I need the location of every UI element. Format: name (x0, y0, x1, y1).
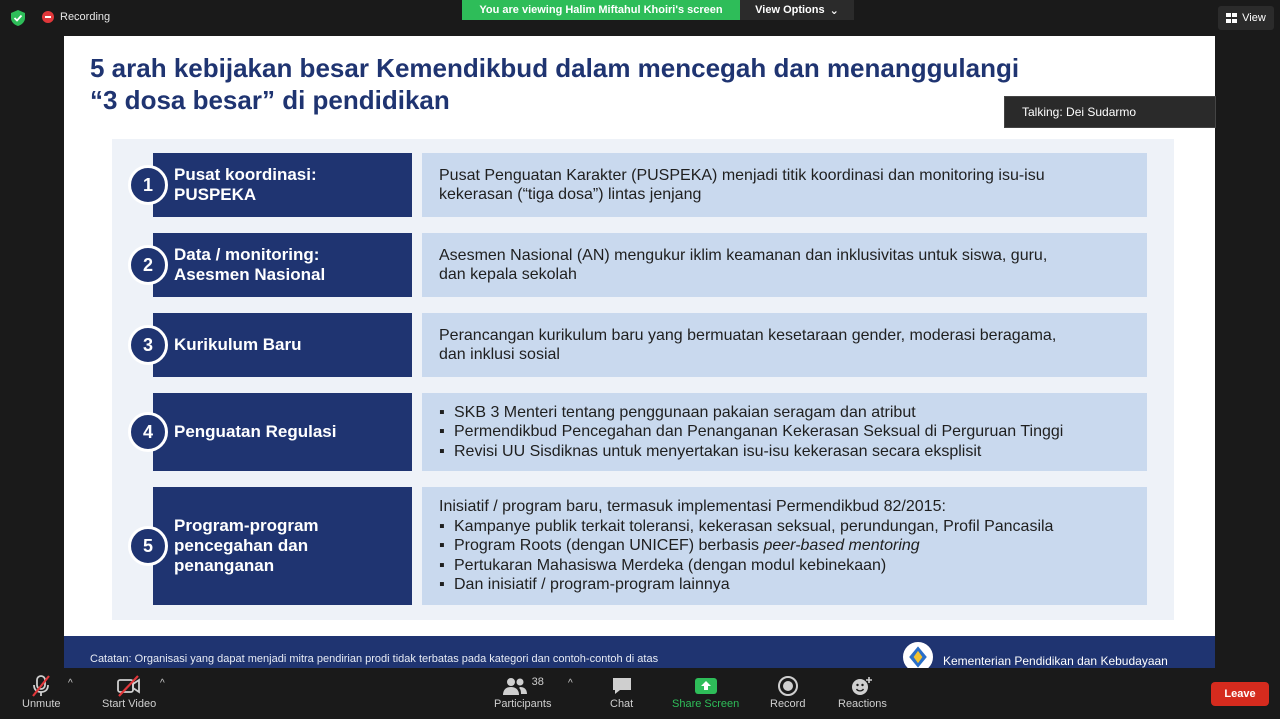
recording-label: Recording (60, 11, 111, 23)
row-label-line: Asesmen Nasional (174, 265, 326, 284)
policy-row-1 (142, 153, 1147, 217)
row-label-line: Data / monitoring: (174, 245, 320, 264)
meeting-top-bar (0, 0, 1280, 36)
row-label-line: PUSPEKA (174, 185, 257, 204)
participants-icon (502, 676, 528, 696)
participants-count: 38 (531, 676, 544, 688)
row-description (422, 153, 1147, 217)
row-label (153, 233, 412, 297)
policy-row-4 (142, 393, 1147, 471)
bullet-item: ▪ Revisi UU Sisdiknas untuk menyertakan isu-isu kekerasan secara eksplisit (439, 442, 1147, 462)
record-icon (777, 675, 799, 697)
active-speaker-indicator: Talking: Dei Sudarmo (1004, 96, 1216, 128)
view-button[interactable] (1218, 6, 1274, 30)
meeting-controls-bar (0, 668, 1280, 719)
row-label-line: Program-program (174, 516, 319, 535)
row-description (422, 313, 1147, 377)
policy-row-2 (142, 233, 1147, 297)
bullet-italic-text: peer-based mentoring (763, 537, 920, 555)
audio-options-chevron-icon[interactable]: ^ (68, 678, 73, 689)
desc-line: dan kepala sekolah (439, 266, 577, 283)
desc-line: Asesmen Nasional (AN) mengukur iklim keamanan dan inklusivitas untuk siswa, guru, (439, 246, 1048, 264)
shared-screen-slide (64, 36, 1215, 668)
chevron-down-icon: ⌄ (829, 4, 839, 17)
reactions-button[interactable] (838, 674, 887, 710)
row-description (422, 487, 1147, 605)
participants-options-chevron-icon[interactable]: ^ (568, 678, 573, 689)
grid-view-icon (1226, 13, 1237, 23)
ministry-logo-icon (901, 640, 935, 668)
row-label (153, 393, 412, 471)
chat-label: Chat (610, 698, 634, 710)
video-camera-off-icon (116, 674, 142, 698)
share-screen-button[interactable] (672, 674, 739, 710)
start-video-button[interactable] (102, 674, 156, 710)
view-options-button[interactable] (740, 0, 854, 20)
record-label: Record (770, 698, 806, 710)
row-label-line: Penguatan Regulasi (174, 422, 337, 441)
microphone-muted-icon (30, 674, 52, 698)
share-screen-icon (694, 676, 718, 696)
unmute-label: Unmute (22, 698, 61, 710)
slide-title (90, 52, 1090, 116)
share-screen-label: Share Screen (672, 698, 740, 710)
row-label (153, 153, 412, 217)
row-number: 2 (128, 245, 168, 285)
view-label: View (1242, 12, 1266, 24)
viewing-banner: You are viewing Halim Miftahul Khoiri's screen (462, 0, 740, 20)
desc-line: kekerasan (“tiga dosa”) lintas jenjang (439, 186, 702, 203)
reactions-label: Reactions (838, 698, 887, 710)
chat-button[interactable] (610, 674, 633, 710)
row-label (153, 487, 412, 605)
participants-label: Participants (494, 698, 552, 710)
row-number: 4 (128, 412, 168, 452)
start-video-label: Start Video (102, 698, 157, 710)
row-number: 3 (128, 325, 168, 365)
recording-indicator (42, 11, 110, 23)
row-number: 1 (128, 165, 168, 205)
bullet-item: ▪ Pertukaran Mahasiswa Merdeka (dengan modul kebinekaan) (439, 556, 1147, 576)
policy-row-3 (142, 313, 1147, 377)
slide-title-line1: 5 arah kebijakan besar Kemendikbud dalam mencegah dan menanggulangi (90, 53, 1020, 83)
row-label (153, 313, 412, 377)
row-label-line: Kurikulum Baru (174, 335, 302, 354)
desc-line: Perancangan kurikulum baru yang bermuatan kesetaraan gender, moderasi beragama, (439, 326, 1057, 344)
bullet-item: ▪ Kampanye publik terkait toleransi, kekerasan seksual, perundungan, Profil Pancasila (439, 517, 1147, 537)
bullet-text: Program Roots (dengan UNICEF) berbasis (454, 537, 764, 555)
slide-title-line2: “3 dosa besar” di pendidikan (90, 85, 450, 115)
desc-line: dan inklusi sosial (439, 346, 560, 363)
security-shield-icon[interactable] (9, 9, 27, 27)
row-description (422, 393, 1147, 471)
record-button[interactable] (770, 674, 805, 710)
desc-line: Pusat Penguatan Karakter (PUSPEKA) menjadi titik koordinasi dan monitoring isu-isu (439, 166, 1045, 184)
footnote: Catatan: Organisasi yang dapat menjadi mitra pendirian prodi tidak terbatas pada kategori dan contoh-contoh di atas (90, 653, 659, 665)
unmute-button[interactable] (22, 674, 61, 710)
row-number: 5 (128, 526, 168, 566)
bullet-item: ▪ Permendikbud Pencegahan dan Penanganan Kekerasan Seksual di Perguruan Tinggi (439, 422, 1147, 442)
smiley-reaction-icon (850, 675, 874, 697)
video-options-chevron-icon[interactable]: ^ (160, 678, 165, 689)
bullet-item: ▪ SKB 3 Menteri tentang penggunaan pakaian seragam dan atribut (439, 403, 1147, 423)
bullet-item (439, 536, 1147, 556)
row-label-line: pencegahan dan (174, 536, 309, 555)
recording-icon (42, 11, 54, 23)
row-label-line: penanganan (174, 556, 275, 575)
chat-bubble-icon (611, 675, 633, 697)
slide-footer (64, 636, 1215, 668)
policy-row-5 (142, 487, 1147, 605)
desc-intro: Inisiatif / program baru, termasuk implementasi Permendikbud 82/2015: (439, 498, 946, 516)
ministry-name: Kementerian Pendidikan dan Kebudayaan (943, 654, 1168, 668)
row-description (422, 233, 1147, 297)
row-label-line: Pusat koordinasi: (174, 165, 317, 184)
participants-button[interactable] (494, 674, 551, 710)
bullet-item: ▪ Dan inisiatif / program-program lainnya (439, 575, 1147, 595)
view-options-label: View Options (755, 4, 825, 16)
leave-button[interactable]: Leave (1211, 682, 1269, 706)
